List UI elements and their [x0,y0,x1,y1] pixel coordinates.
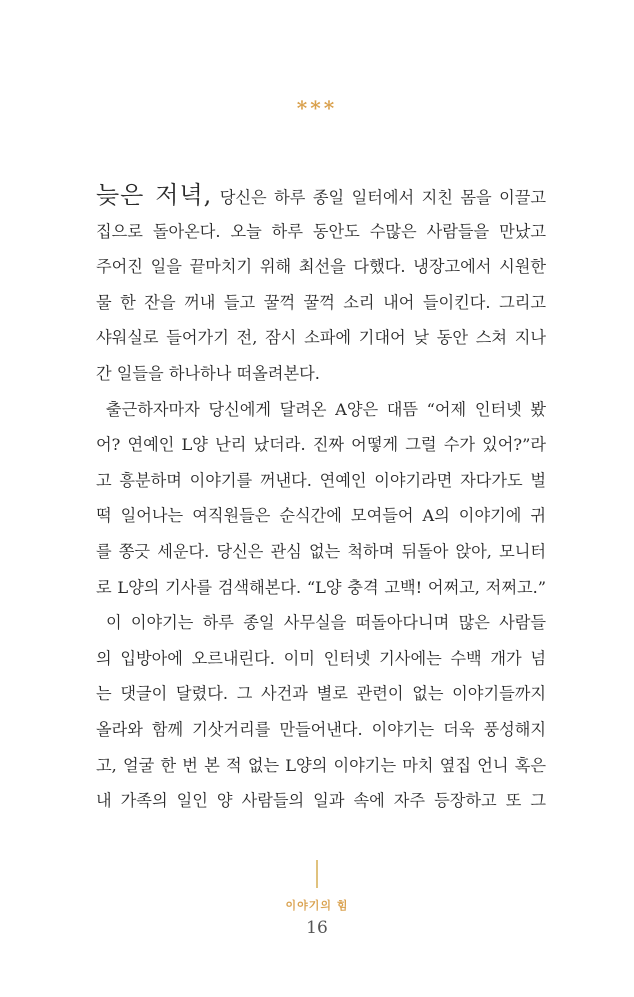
text-line [96,178,546,214]
running-chapter-title: 이야기의 힘 [285,899,349,912]
text-line: 샤워실로 들어가기 전, 잠시 소파에 기대어 낮 동안 스쳐 지나 [96,328,546,348]
page-number: 16 [306,918,328,938]
text-line: 내 가족의 일인 양 사람들의 일과 속에 자주 등장하고 또 그 [96,791,546,811]
text-line: 출근하자마자 당신에게 달려온 A양은 대뜸 “어제 인터넷 봤 [106,399,546,419]
text-line: 이 이야기는 하루 종일 사무실을 떠돌아다니며 많은 사람들 [106,613,546,633]
text-line: 의 입방아에 오르내린다. 이미 인터넷 기사에는 수백 개가 넘 [96,648,546,668]
text-line: 집으로 돌아온다. 오늘 하루 동안도 수많은 사람들을 만났고 [96,221,546,241]
text-line: 떡 일어나는 여직원들은 순식간에 모여들어 A의 이야기에 귀 [96,506,546,526]
text-line: 올라와 함께 기삿거리를 만들어낸다. 이야기는 더욱 풍성해지 [96,719,546,739]
paragraph-lead: 늦은 저녁, [96,181,213,209]
section-break-mark: *** [296,96,338,120]
text-line: 어? 연예인 L양 난리 났더라. 진짜 어떻게 그럴 수가 있어?”라 [96,435,546,455]
text-line: 주어진 일을 끝마치기 위해 최선을 다했다. 냉장고에서 시원한 [96,257,546,277]
text-span: 당신은 하루 종일 일터에서 지친 몸을 이끌고 [212,188,546,207]
text-line: 물 한 잔을 꺼내 들고 꿀꺽 꿀꺽 소리 내어 들이킨다. 그리고 [96,292,546,312]
text-line: 를 쫑긋 세운다. 당신은 관심 없는 척하며 뒤돌아 앉아, 모니터 [96,541,546,561]
footer-divider [316,860,318,888]
text-line: 는 댓글이 달렸다. 그 사건과 별로 관련이 없는 이야기들까지 [96,684,546,704]
body-text [96,178,546,819]
text-line: 로 L양의 기사를 검색해본다. “L양 충격 고백! 어쩌고, 저쩌고.” [96,577,546,597]
text-line: 간 일들을 하나하나 떠올려본다. [96,363,320,383]
text-line: 고, 얼굴 한 번 본 적 없는 L양의 이야기는 마치 옆집 언니 혹은 [96,755,546,775]
text-line: 고 흥분하며 이야기를 꺼낸다. 연예인 이야기라면 자다가도 벌 [96,470,546,490]
